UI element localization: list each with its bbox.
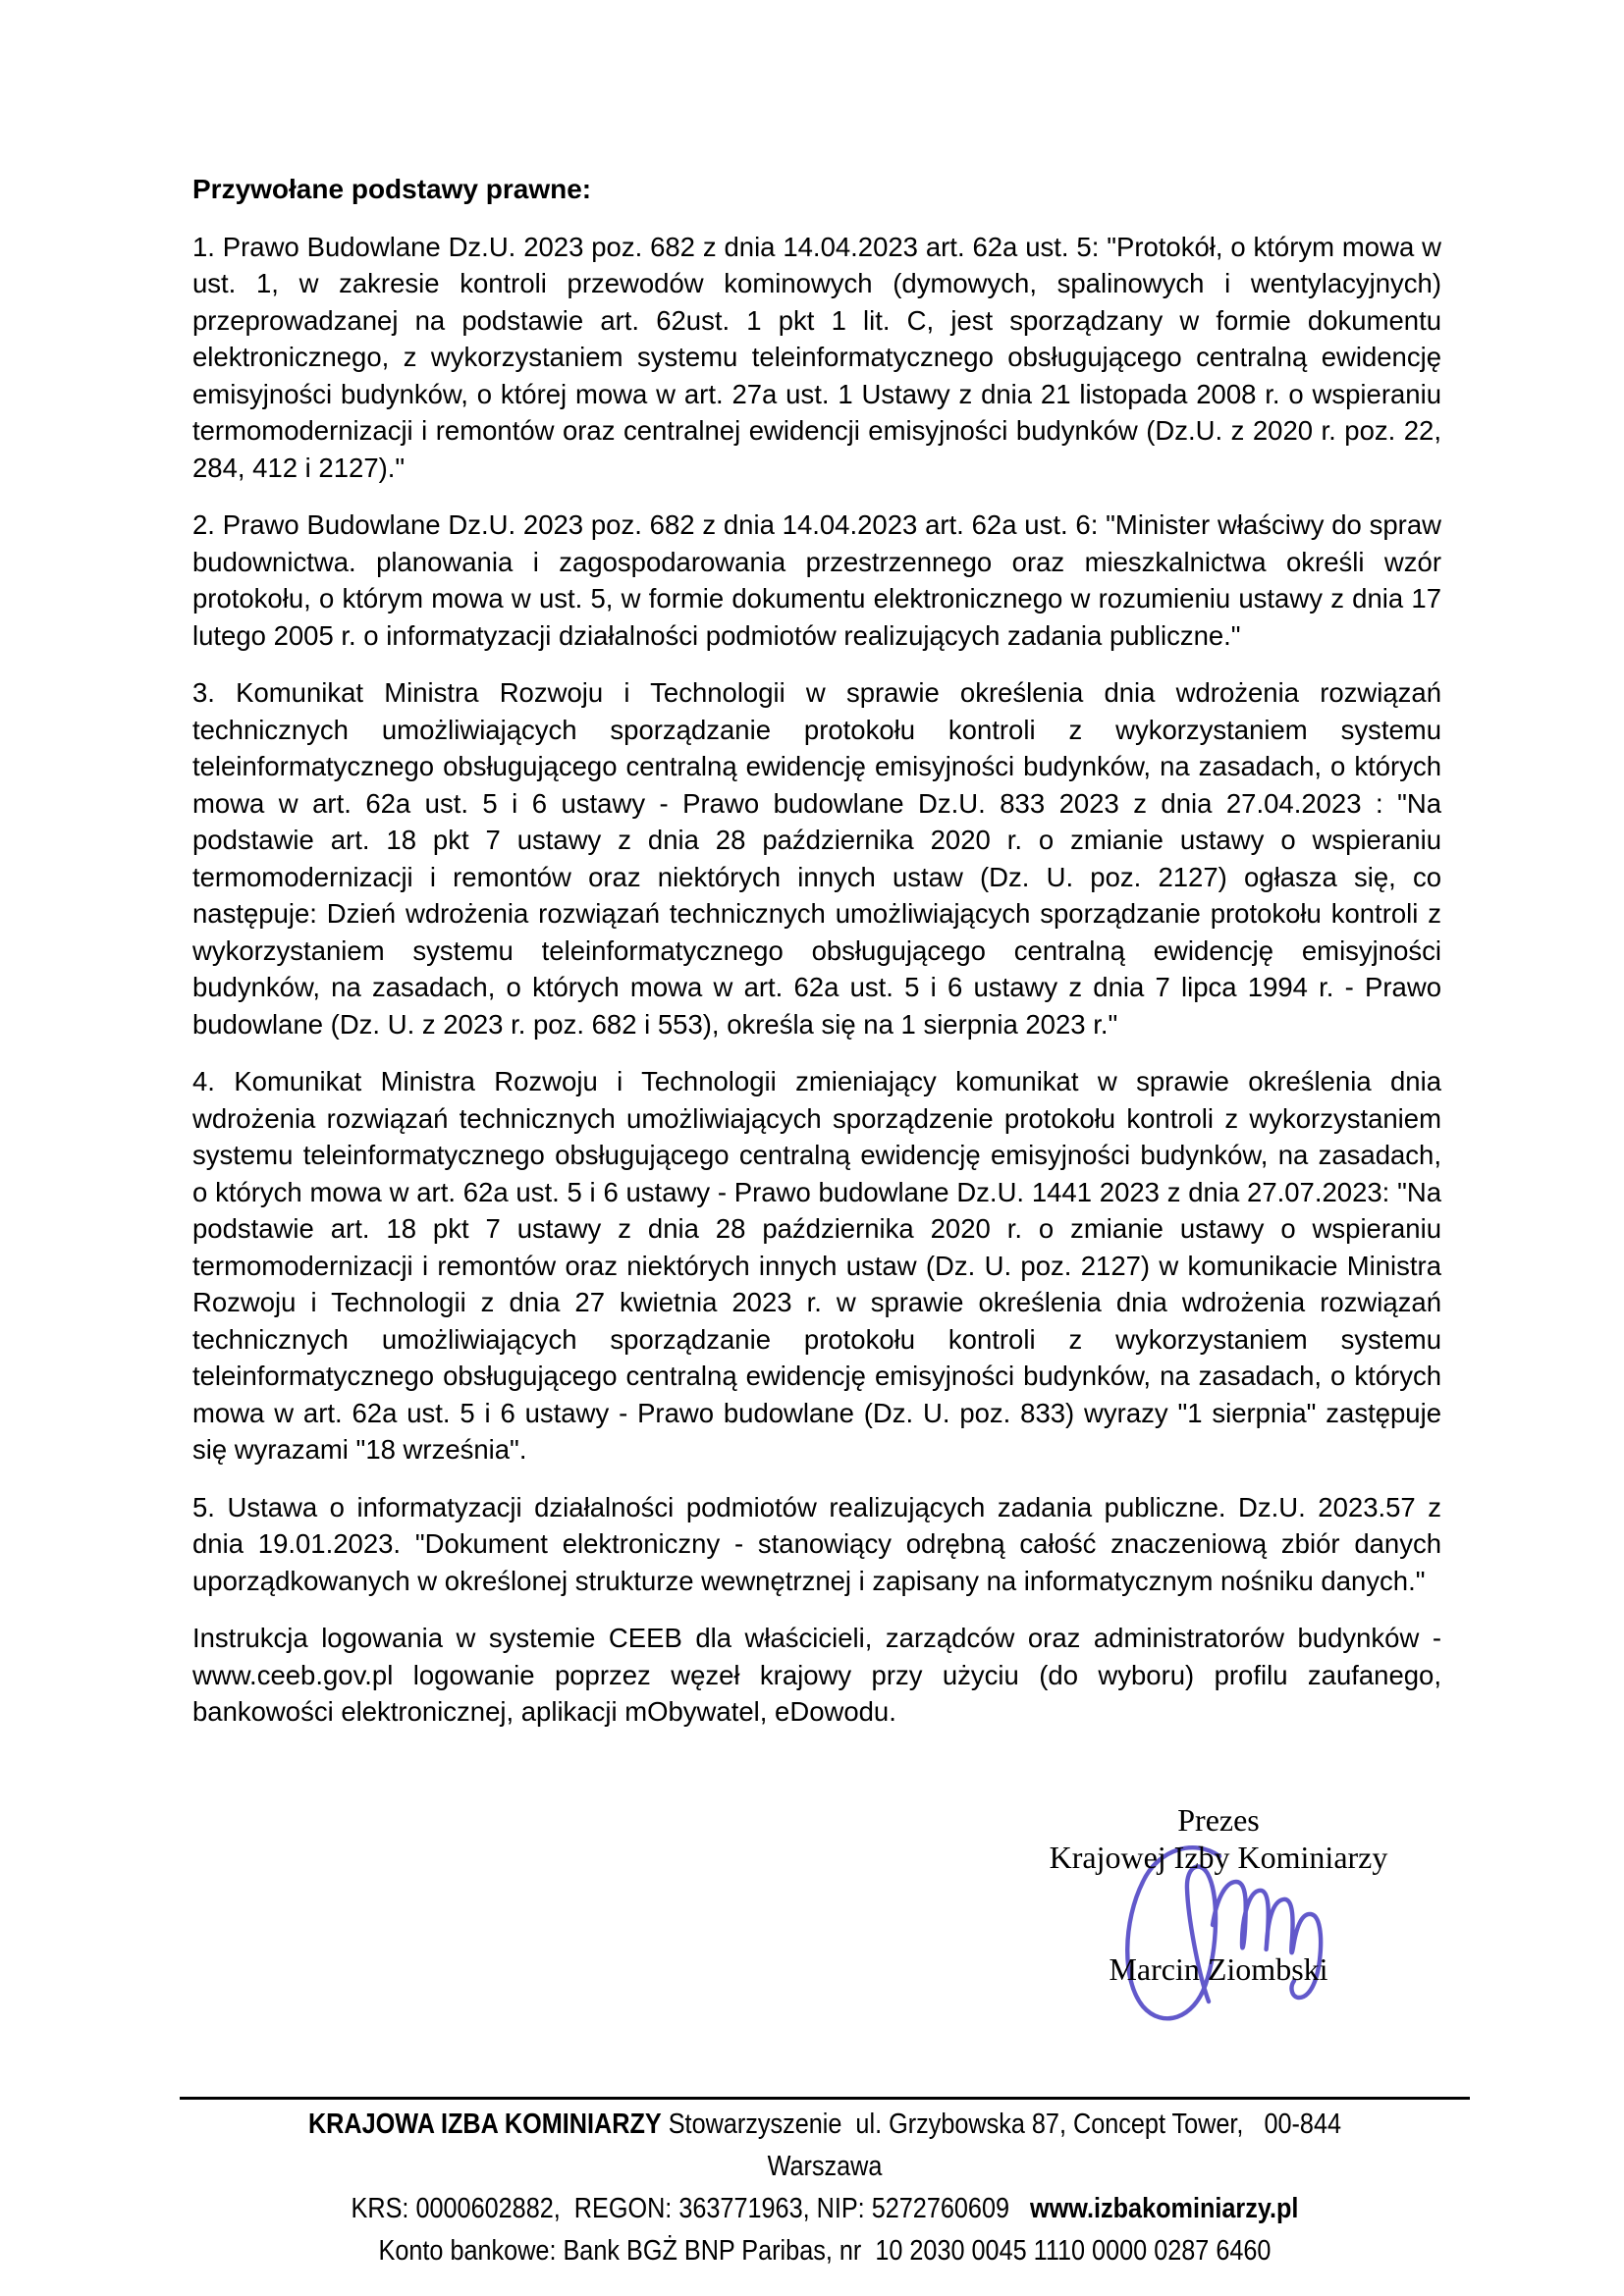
footer-registry-numbers: KRS: 0000602882, REGON: 363771963, NIP: 5272760609 <box>351 2193 1031 2224</box>
section-title: Przywołane podstawy prawne: <box>192 174 592 204</box>
footer-website: www.izbakominiarzy.pl <box>1030 2193 1299 2224</box>
legal-basis-paragraph-4: 4. Komunikat Ministra Rozwoju i Technologii zmieniający komunikat w sprawie określenia dnia wdrożenia rozwiązań technicznych umożliwiających sporządzenie protokołu kontroli z wykorzystaniem systemu teleinformatycznego obsługującego centralną ewidencję emisyjności budynków, na zasadach, o których mowa w art. 62a ust. 5 i 6 ustawy - Prawo budowlane Dz.U. 1441 2023 z dnia 27.07.2023: "Na podstawie art. 18 pkt 7 ustawy z dnia 28 października 2020 r. o zmianie ustawy o wspieraniu termomodernizacji i remontów oraz niektórych innych ustaw (Dz. U. poz. 2127) w komunikacie Ministra Rozwoju i Technologii z dnia 27 kwietnia 2023 r. w sprawie określenia dnia wdrożenia rozwiązań technicznych umożliwiających sporządzanie protokołu kontroli z wykorzystaniem systemu teleinformatycznego obsługującego centralną ewidencję emisyjności budynków, na zasadach, o których mowa w art. 62a ust. 5 i 6 ustawy - Prawo budowlane (Dz. U. poz. 833) wyrazy "1 sierpnia" zastępuje się wyrazami "18 września". <box>192 1066 1441 1465</box>
footer-org-name: KRAJOWA IZBA KOMINIARZY <box>307 2109 662 2140</box>
document-body <box>192 171 1441 1751</box>
legal-basis-paragraph-5: 5. Ustawa o informatyzacji działalności podmiotów realizujących zadania publiczne. Dz.U. 2023.57 z dnia 19.01.2023. "Dokument elektroniczny - stanowiący odrębną całość znaczeniową zbiór danych uporządkowanych w określonej strukturze wewnętrznej i zapisany na informatycznym nośniku danych." <box>192 1491 1441 1596</box>
footer-divider <box>180 2097 1470 2100</box>
footer-org-address: Stowarzyszenie ul. Grzybowska 87, Concept Tower, 00-844 Warszawa <box>661 2109 1349 2182</box>
signature-name: Marcin Ziombski <box>1109 1951 1328 1987</box>
ceeb-login-instruction-paragraph: Instrukcja logowania w systemie CEEB dla właścicieli, zarządców oraz administratorów budynków - www.ceeb.gov.pl logowanie poprzez węzeł krajowy przy użyciu (do wyboru) profilu zaufanego, bankowości elektronicznej, aplikacji mObywatel, eDowodu. <box>192 1623 1441 1727</box>
footer-bank-account: Konto bankowe: Bank BGŻ BNP Paribas, nr 10 2030 0045 1110 0000 0287 6460 <box>378 2235 1272 2267</box>
footer-bank-line <box>263 2230 1385 2272</box>
legal-basis-paragraph-1: 1. Prawo Budowlane Dz.U. 2023 poz. 682 z dnia 14.04.2023 art. 62a ust. 5: "Protokół, o którym mowa w ust. 1, w zakresie kontroli przewodów kominowych (dymowych, spalinowych i wentylacyjnych) przeprowadzanej na podstawie art. 62ust. 1 pkt 1 lit. C, jest sporządzany w formie dokumentu elektronicznego, z wykorzystaniem systemu teleinformatycznego obsługującego centralną ewidencję emisyjności budynków, o której mowa w art. 27a ust. 1 Ustawy z dnia 21 listopada 2008 r. o wspieraniu termomodernizacji i remontów oraz centralnej ewidencji emisyjności budynków (Dz.U. z 2020 r. poz. 22, 284, 412 i 2127)." <box>192 231 1441 483</box>
signature-role: Prezes <box>1177 1802 1260 1838</box>
footer-org-line <box>263 2104 1385 2188</box>
signature-block <box>992 1801 1445 1988</box>
signature-organization: Krajowej Izby Kominiarzy <box>1049 1840 1388 1875</box>
legal-basis-paragraph-3: 3. Komunikat Ministra Rozwoju i Technologii w sprawie określenia dnia wdrożenia rozwiązań technicznych umożliwiających sporządzanie protokołu kontroli z wykorzystaniem systemu teleinformatycznego obsługującego centralną ewidencję emisyjności budynków, na zasadach, o których mowa w art. 62a ust. 5 i 6 ustawy - Prawo budowlane Dz.U. 833 2023 z dnia 27.04.2023 : "Na podstawie art. 18 pkt 7 ustawy z dnia 28 października 2020 r. o zmianie ustawy o wspieraniu termomodernizacji i remontów oraz niektórych innych ustaw (Dz. U. poz. 2127) ogłasza się, co następuje: Dzień wdrożenia rozwiązań technicznych umożliwiających sporządzanie protokołu kontroli z wykorzystaniem systemu teleinformatycznego obsługującego centralną ewidencję emisyjności budynków, na zasadach, o których mowa w art. 62a ust. 5 i 6 ustawy z dnia 7 lipca 1994 r. - Prawo budowlane (Dz. U. z 2023 r. poz. 682 i 553), określa się na 1 sierpnia 2023 r." <box>192 677 1441 1040</box>
page-footer <box>180 2097 1470 2272</box>
footer-registry-line <box>263 2188 1385 2230</box>
legal-basis-paragraph-2: 2. Prawo Budowlane Dz.U. 2023 poz. 682 z dnia 14.04.2023 art. 62a ust. 6: "Minister właściwy do spraw budownictwa. planowania i zagospodarowania przestrzennego oraz mieszkalnictwa określi wzór protokołu, o którym mowa w ust. 5, w formie dokumentu elektronicznego w rozumieniu ustawy z dnia 17 lutego 2005 r. o informatyzacji działalności podmiotów realizujących zadania publiczne." <box>192 509 1441 651</box>
